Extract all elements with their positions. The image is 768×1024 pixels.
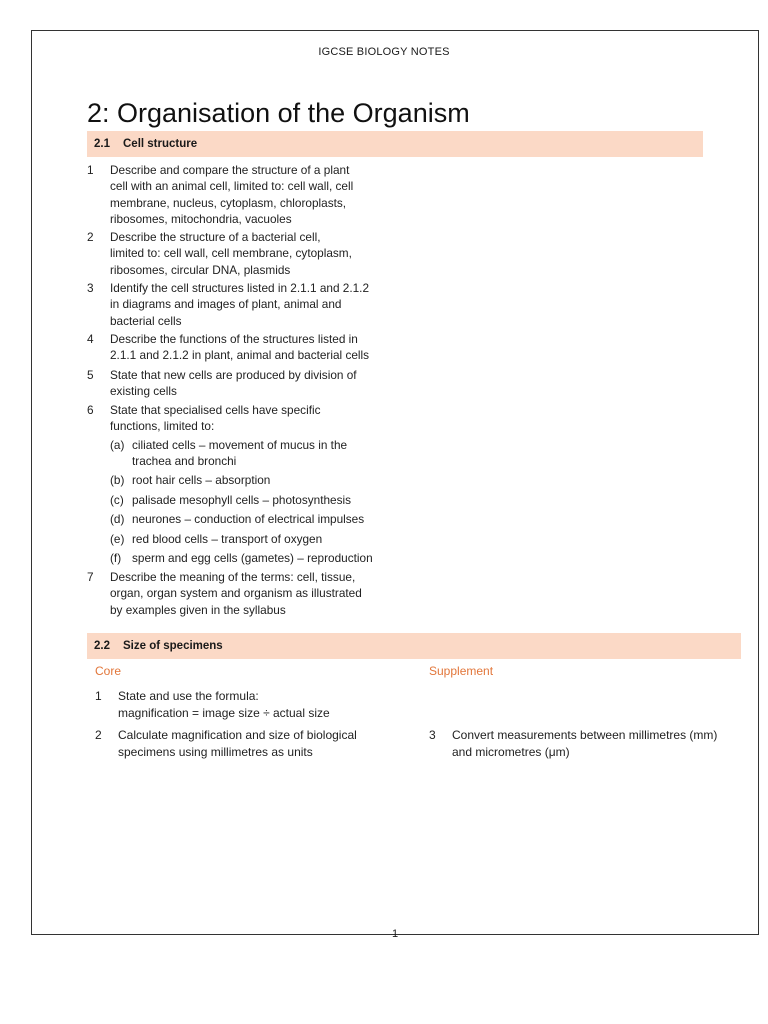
item-text: Describe the functions of the structures listed in 2.1.1 and 2.1.2 in plant, animal and bacterial cells [110, 332, 370, 363]
item-text: Identify the cell structures listed in 2.1.1 and 2.1.2 in diagrams and images of plant, animal and bacterial cells [110, 281, 370, 328]
item-number: 1 [87, 163, 94, 177]
sub-item-letter: (c) [110, 493, 124, 507]
sub-item-text: sperm and egg cells (gametes) – reproduction [132, 551, 373, 565]
item-text: Calculate magnification and size of biological specimens using millimetres as units [118, 728, 357, 759]
item-number: 3 [87, 281, 94, 295]
item-text: State and use the formula: magnification = image size ÷ actual size [118, 689, 330, 720]
item-number: 2 [95, 728, 102, 742]
sub-item-letter: (d) [110, 512, 125, 526]
section-number: 2.2 [94, 640, 110, 652]
item-number: 7 [87, 570, 94, 584]
item-number: 1 [95, 689, 102, 703]
page-title: 2: Organisation of the Organism [87, 98, 470, 128]
item-text: State that specialised cells have specific functions, limited to: [110, 403, 321, 434]
item-number: 3 [429, 728, 436, 742]
section-2-1-header [87, 131, 703, 157]
sub-item-text: red blood cells – transport of oxygen [132, 532, 323, 546]
sub-item-text: neurones – conduction of electrical impulses [132, 512, 365, 526]
item-text: Describe the meaning of the terms: cell, tissue, organ, organ system and organism as illustrated by examples given in the syllabus [110, 570, 362, 617]
item-number: 5 [87, 368, 94, 382]
item-number: 6 [87, 403, 94, 417]
sub-item-letter: (b) [110, 473, 125, 487]
sub-item-text: palisade mesophyll cells – photosynthesis [132, 493, 352, 507]
document-header: IGCSE BIOLOGY NOTES [318, 46, 450, 58]
item-text: Convert measurements between millimetres (mm) and micrometres (μm) [452, 728, 718, 759]
item-number: 2 [87, 230, 94, 244]
sub-item-letter: (e) [110, 532, 125, 546]
section-2-2-header [87, 633, 741, 659]
section-number: 2.1 [94, 138, 110, 150]
item-text: Describe and compare the structure of a plant cell with an animal cell, limited to: cell wall, cell membrane, nucleus, cytoplasm, chloroplasts, ribosomes, mitochondria, vacuoles [110, 163, 354, 226]
item-number: 4 [87, 332, 94, 346]
core-column-heading: Core [95, 664, 122, 678]
section-title: Size of specimens [123, 640, 223, 652]
section-title: Cell structure [123, 138, 198, 150]
page-number: 1 [391, 928, 399, 940]
sub-item-letter: (a) [110, 438, 125, 452]
item-text: Describe the structure of a bacterial cell, limited to: cell wall, cell membrane, cytoplasm, ribosomes, circular DNA, plasmids [110, 230, 352, 277]
item-text: State that new cells are produced by division of existing cells [110, 368, 357, 399]
sub-item-text: root hair cells – absorption [132, 473, 271, 487]
sub-item-letter: (f) [110, 551, 122, 565]
sub-item-text: ciliated cells – movement of mucus in the trachea and bronchi [132, 438, 348, 469]
supplement-column-heading: Supplement [429, 664, 494, 678]
